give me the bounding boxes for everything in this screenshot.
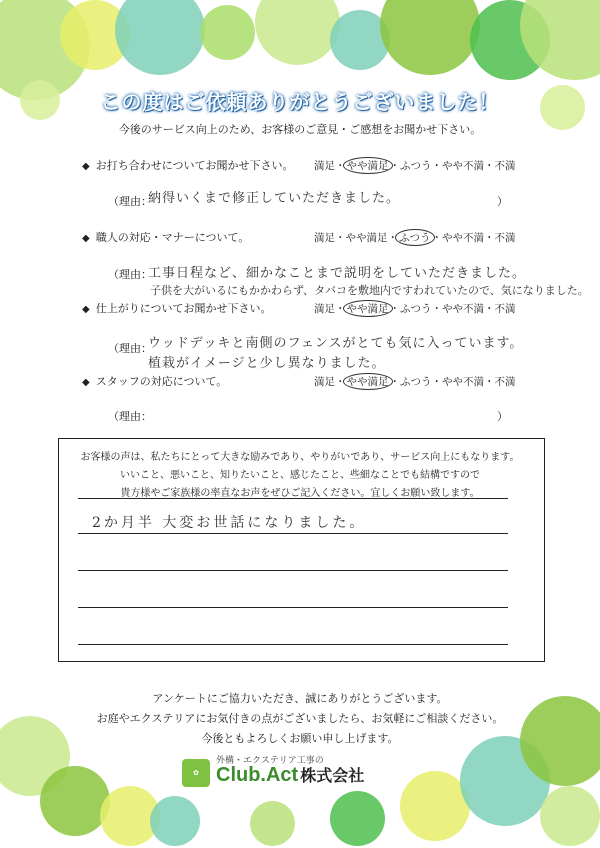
reason-row-1: （理由： ） <box>108 195 508 208</box>
voice-box-text-1: お客様の声は、私たちにとって大きな励みであり、やりがいであり、サービス向上にもなります。 <box>80 452 520 463</box>
footer-text-3: 今後ともよろしくお願い申し上げます。 <box>201 732 399 745</box>
reason-row-2: （理由： <box>108 268 152 281</box>
question-4: ◆ スタッフの対応について。 <box>82 375 228 388</box>
intro-text: 今後のサービス向上のため、お客様のご意見・ご感想をお聞かせ下さい。 <box>118 123 482 136</box>
company-logo: ✿ 外構・エクステリア工事の Club.Act 株式会社 <box>182 753 422 789</box>
rating-scale-1: 満足・やや満足・ふつう・やや不満・不満 <box>314 157 516 174</box>
writing-rule <box>78 570 508 571</box>
handwritten-answer-1: 納得いくまで修正していただきました。 <box>148 191 401 206</box>
handwritten-answer-3: ウッドデッキと南側のフェンスがとても気に入っています。 <box>148 336 524 351</box>
diamond-icon: ◆ <box>82 233 90 244</box>
page-title: この度はご依頼ありがとうございました！ <box>100 90 500 114</box>
selected-rating: やや満足 <box>343 373 393 390</box>
diamond-icon: ◆ <box>82 304 90 315</box>
footer-text-2: お庭やエクステリアにお気付きの点がございましたら、お気軽にご相談ください。 <box>96 712 504 725</box>
diamond-icon: ◆ <box>82 161 90 172</box>
handwritten-answer-3b: 植栽がイメージと少し異なりました。 <box>148 356 386 371</box>
writing-rule <box>78 498 508 499</box>
rating-scale-2: 満足・やや満足・ふつう・やや不満・不満 <box>314 229 516 246</box>
reason-row-3: （理由： <box>108 342 152 355</box>
selected-rating: やや満足 <box>343 157 393 174</box>
question-3: ◆ 仕上がりについてお聞かせ下さい。 <box>82 302 272 315</box>
rating-scale-3: 満足・やや満足・ふつう・やや不満・不満 <box>314 300 516 317</box>
question-1: ◆ お打ち合わせについてお聞かせ下さい。 <box>82 159 294 172</box>
selected-rating: ふつう <box>395 229 435 246</box>
writing-rule <box>78 644 508 645</box>
diamond-icon: ◆ <box>82 377 90 388</box>
leaf-icon: ✿ <box>182 759 210 787</box>
handwritten-answer-2b: 子供を大がいるにもかかわらず、タバコを敷地内ですわれていたので、気になりました。 <box>150 284 589 297</box>
handwritten-comment: 2か月半 大変お世話になりました。 <box>92 515 367 531</box>
selected-rating: やや満足 <box>343 300 393 317</box>
question-2: ◆ 職人の対応・マナーについて。 <box>82 231 250 244</box>
voice-box-text-2: いいこと、悪いこと、知りたいこと、感じたこと、些細なことでも結構ですので <box>120 470 480 481</box>
voice-box-text-3: 貴方様やご家族様の率直なお声をぜひご記入ください。宜しくお願い致します。 <box>120 488 480 499</box>
rating-scale-4: 満足・やや満足・ふつう・やや不満・不満 <box>314 373 516 390</box>
footer-text-1: アンケートにご協力いただき、誠にありがとうございます。 <box>152 692 448 705</box>
writing-rule <box>78 607 508 608</box>
handwritten-answer-2: 工事日程など、細かなことまで説明をしていただきました。 <box>148 266 527 281</box>
reason-row-4: （理由： ） <box>108 410 508 423</box>
writing-rule <box>78 533 508 534</box>
